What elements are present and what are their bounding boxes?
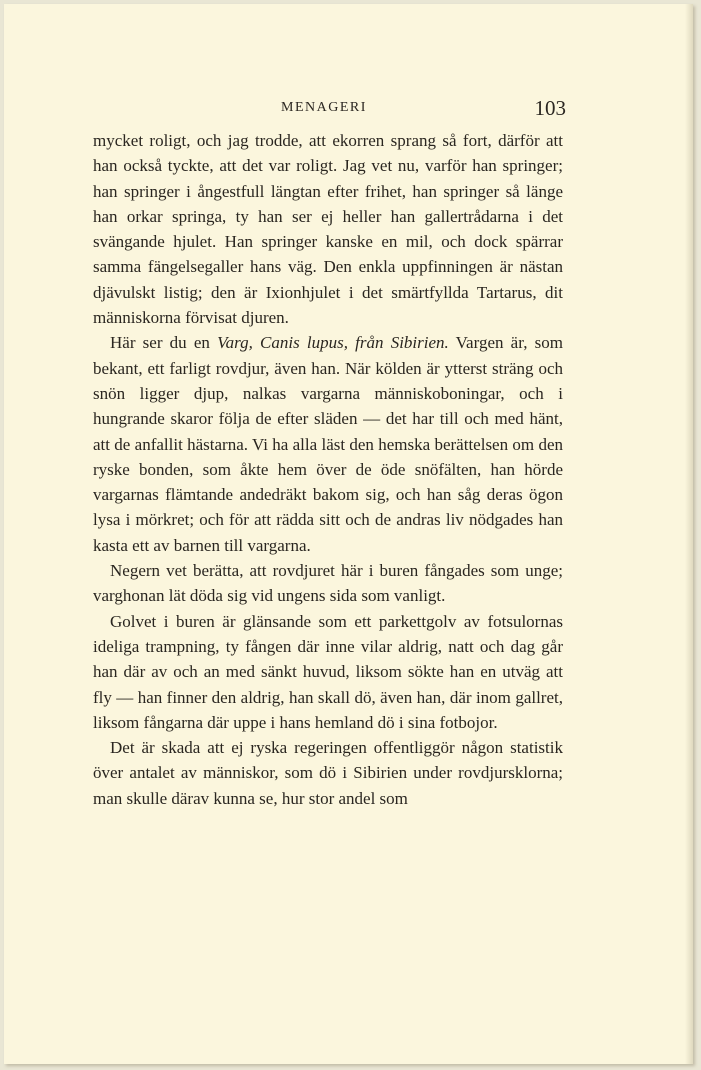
paragraph-2-before: Här ser du en bbox=[110, 333, 218, 353]
page-edge-shadow bbox=[685, 4, 693, 1064]
page-number: 103 bbox=[534, 96, 566, 120]
paragraph-3: Negern vet berätta, att rovdjuret här i buren fångades som unge; varghonan lät döda sig vid ungens sida som vanligt. bbox=[93, 561, 563, 606]
page-header bbox=[86, 98, 566, 128]
paragraph-4: Golvet i buren är glänsande som ett parkettgolv av fotsulornas ideliga trampning, ty fången där inne vilar aldrig, natt och dag går han där av och an med sänkt huvud, liksom sökte han en utväg att fly — han finner den aldrig, han skall dö, även han, där inom gallret, liksom fångarna där uppe i hans hemland dö i sina fotbojor. bbox=[93, 611, 563, 732]
paragraph-2-italic-title: Varg, Canis lupus, från Sibirien. bbox=[217, 333, 449, 353]
book-page bbox=[4, 4, 693, 1064]
paragraph-1: mycket roligt, och jag trodde, att ekorren sprang så fort, därför att han också tyckte, att det var roligt. Jag vet nu, varför han springer; han springer i ångestfull längtan efter frihet, han springer så länge han orkar springa, ty han ser ej heller han gallertrådarna i det svängande hjulet. Han springer kanske en mil, och dock spärrar samma fängelsegaller hans väg. Den enkla uppfinningen är nästan djävulskt listig; den är Ixionhjulet i det smärtfyllda Tartarus, dit människorna förvisat djuren. bbox=[93, 131, 563, 328]
paragraph-2 bbox=[93, 330, 563, 558]
running-head: MENAGERI bbox=[281, 100, 367, 115]
paragraph-5: Det är skada att ej ryska regeringen offentliggör någon statistik över antalet av människor, som dö i Sibirien under rovdjursklorna; man skulle därav kunna se, hur stor andel som bbox=[93, 738, 563, 808]
paragraph-2-after: Vargen är, som bekant, ett farligt rovdjur, även han. När kölden är ytterst sträng och snön ligger djup, nalkas vargarna människoboningar, och i hungrande skaror följa de efter släden — det har till och med hänt, att de anfallit hästarna. Vi ha alla läst den hemska berättelsen om den ryske bonden, som åkte hem över de öde snöfälten, han hörde vargarnas flämtande andedräkt bakom sig, och han såg deras ögon lysa i mörkret; och för att rädda sitt och de andras liv nödgades han kasta ett av barnen till vargarna. bbox=[93, 333, 563, 555]
body-text bbox=[93, 128, 563, 811]
